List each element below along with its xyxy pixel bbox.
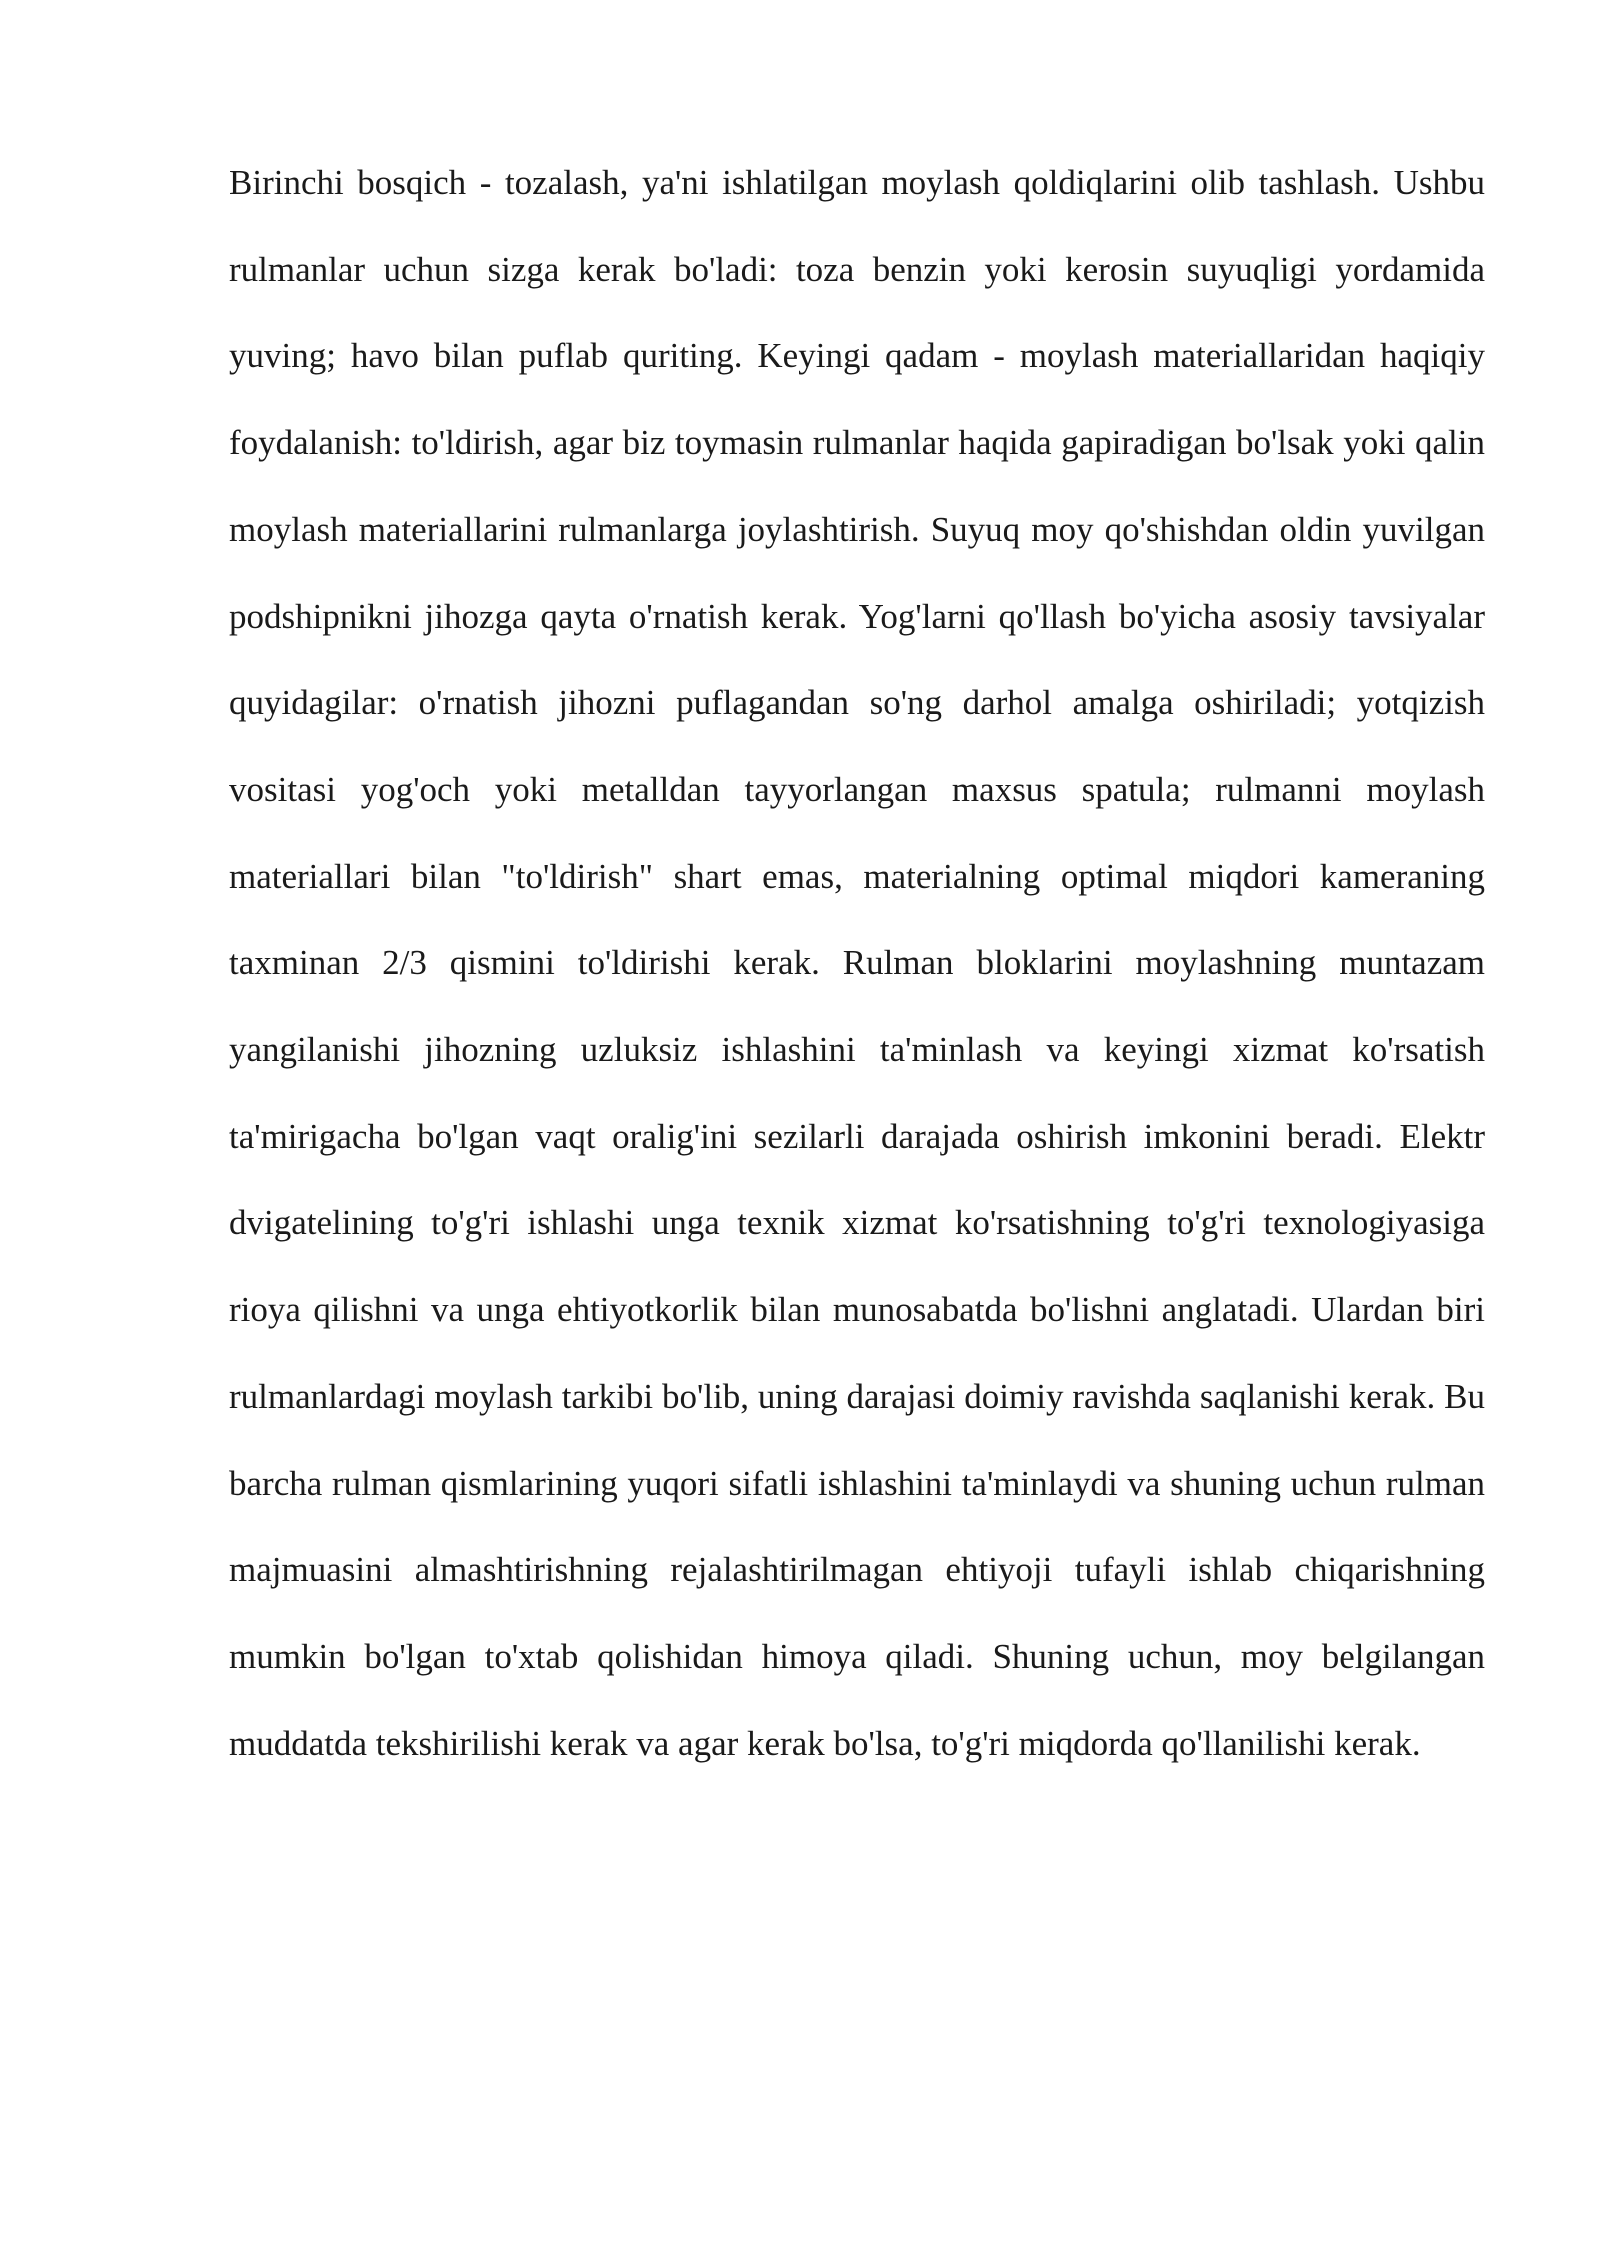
body-paragraph: Birinchi bosqich - tozalash, ya'ni ishlatilgan moylash qoldiqlarini olib tashlash. Ushbu rulmanlar uchun sizga kerak bo'ladi: toza benzin yoki kerosin suyuqligi yordamida yuving; havo bilan puflab quriting. Keyingi qadam - moylash materiallaridan haqiqiy foydalanish: to'ldirish, agar biz toymasin rulmanlar haqida gapiradigan bo'lsak yoki qalin moylash materiallarini rulmanlarga joylashtirish. Suyuq moy qo'shishdan oldin yuvilgan podshipnikni jihozga qayta o'rnatish kerak. Yog'larni qo'llash bo'yicha asosiy tavsiyalar quyidagilar: o'rnatish jihozni puflagandan so'ng darhol amalga oshiriladi; yotqizish vositasi yog'och yoki metalldan tayyorlangan maxsus spatula; rulmanni moylash materiallari bilan "to'ldirish" shart emas, materialning optimal miqdori kameraning taxminan 2/3 qismini to'ldirishi kerak. Rulman bloklarini moylashning muntazam yangilanishi jihozning uzluksiz ishlashini ta'minlash va keyingi xizmat ko'rsatish ta'mirigacha bo'lgan vaqt oralig'ini sezilarli darajada oshirish imkonini beradi. Elektr dvigatelining to'g'ri ishlashi unga texnik xizmat ko'rsatishning to'g'ri texnologiyasiga rioya qilishni va unga ehtiyotkorlik bilan munosabatda bo'lishni anglatadi. Ulardan biri rulmanlardagi moylash tarkibi bo'lib, uning darajasi doimiy ravishda saqlanishi kerak. Bu barcha rulman qismlarining yuqori sifatli ishlashini ta'minlaydi va shuning uchun rulman majmuasini almashtirishning rejalashtirilmagan ehtiyoji tufayli ishlab chiqarishning mumkin bo'lgan to'xtab qolishidan himoya qiladi. Shuning uchun, moy belgilangan muddatda tekshirilishi kerak va agar kerak bo'lsa, to'g'ri miqdorda qo'llanilishi kerak.: [229, 163, 1485, 1763]
